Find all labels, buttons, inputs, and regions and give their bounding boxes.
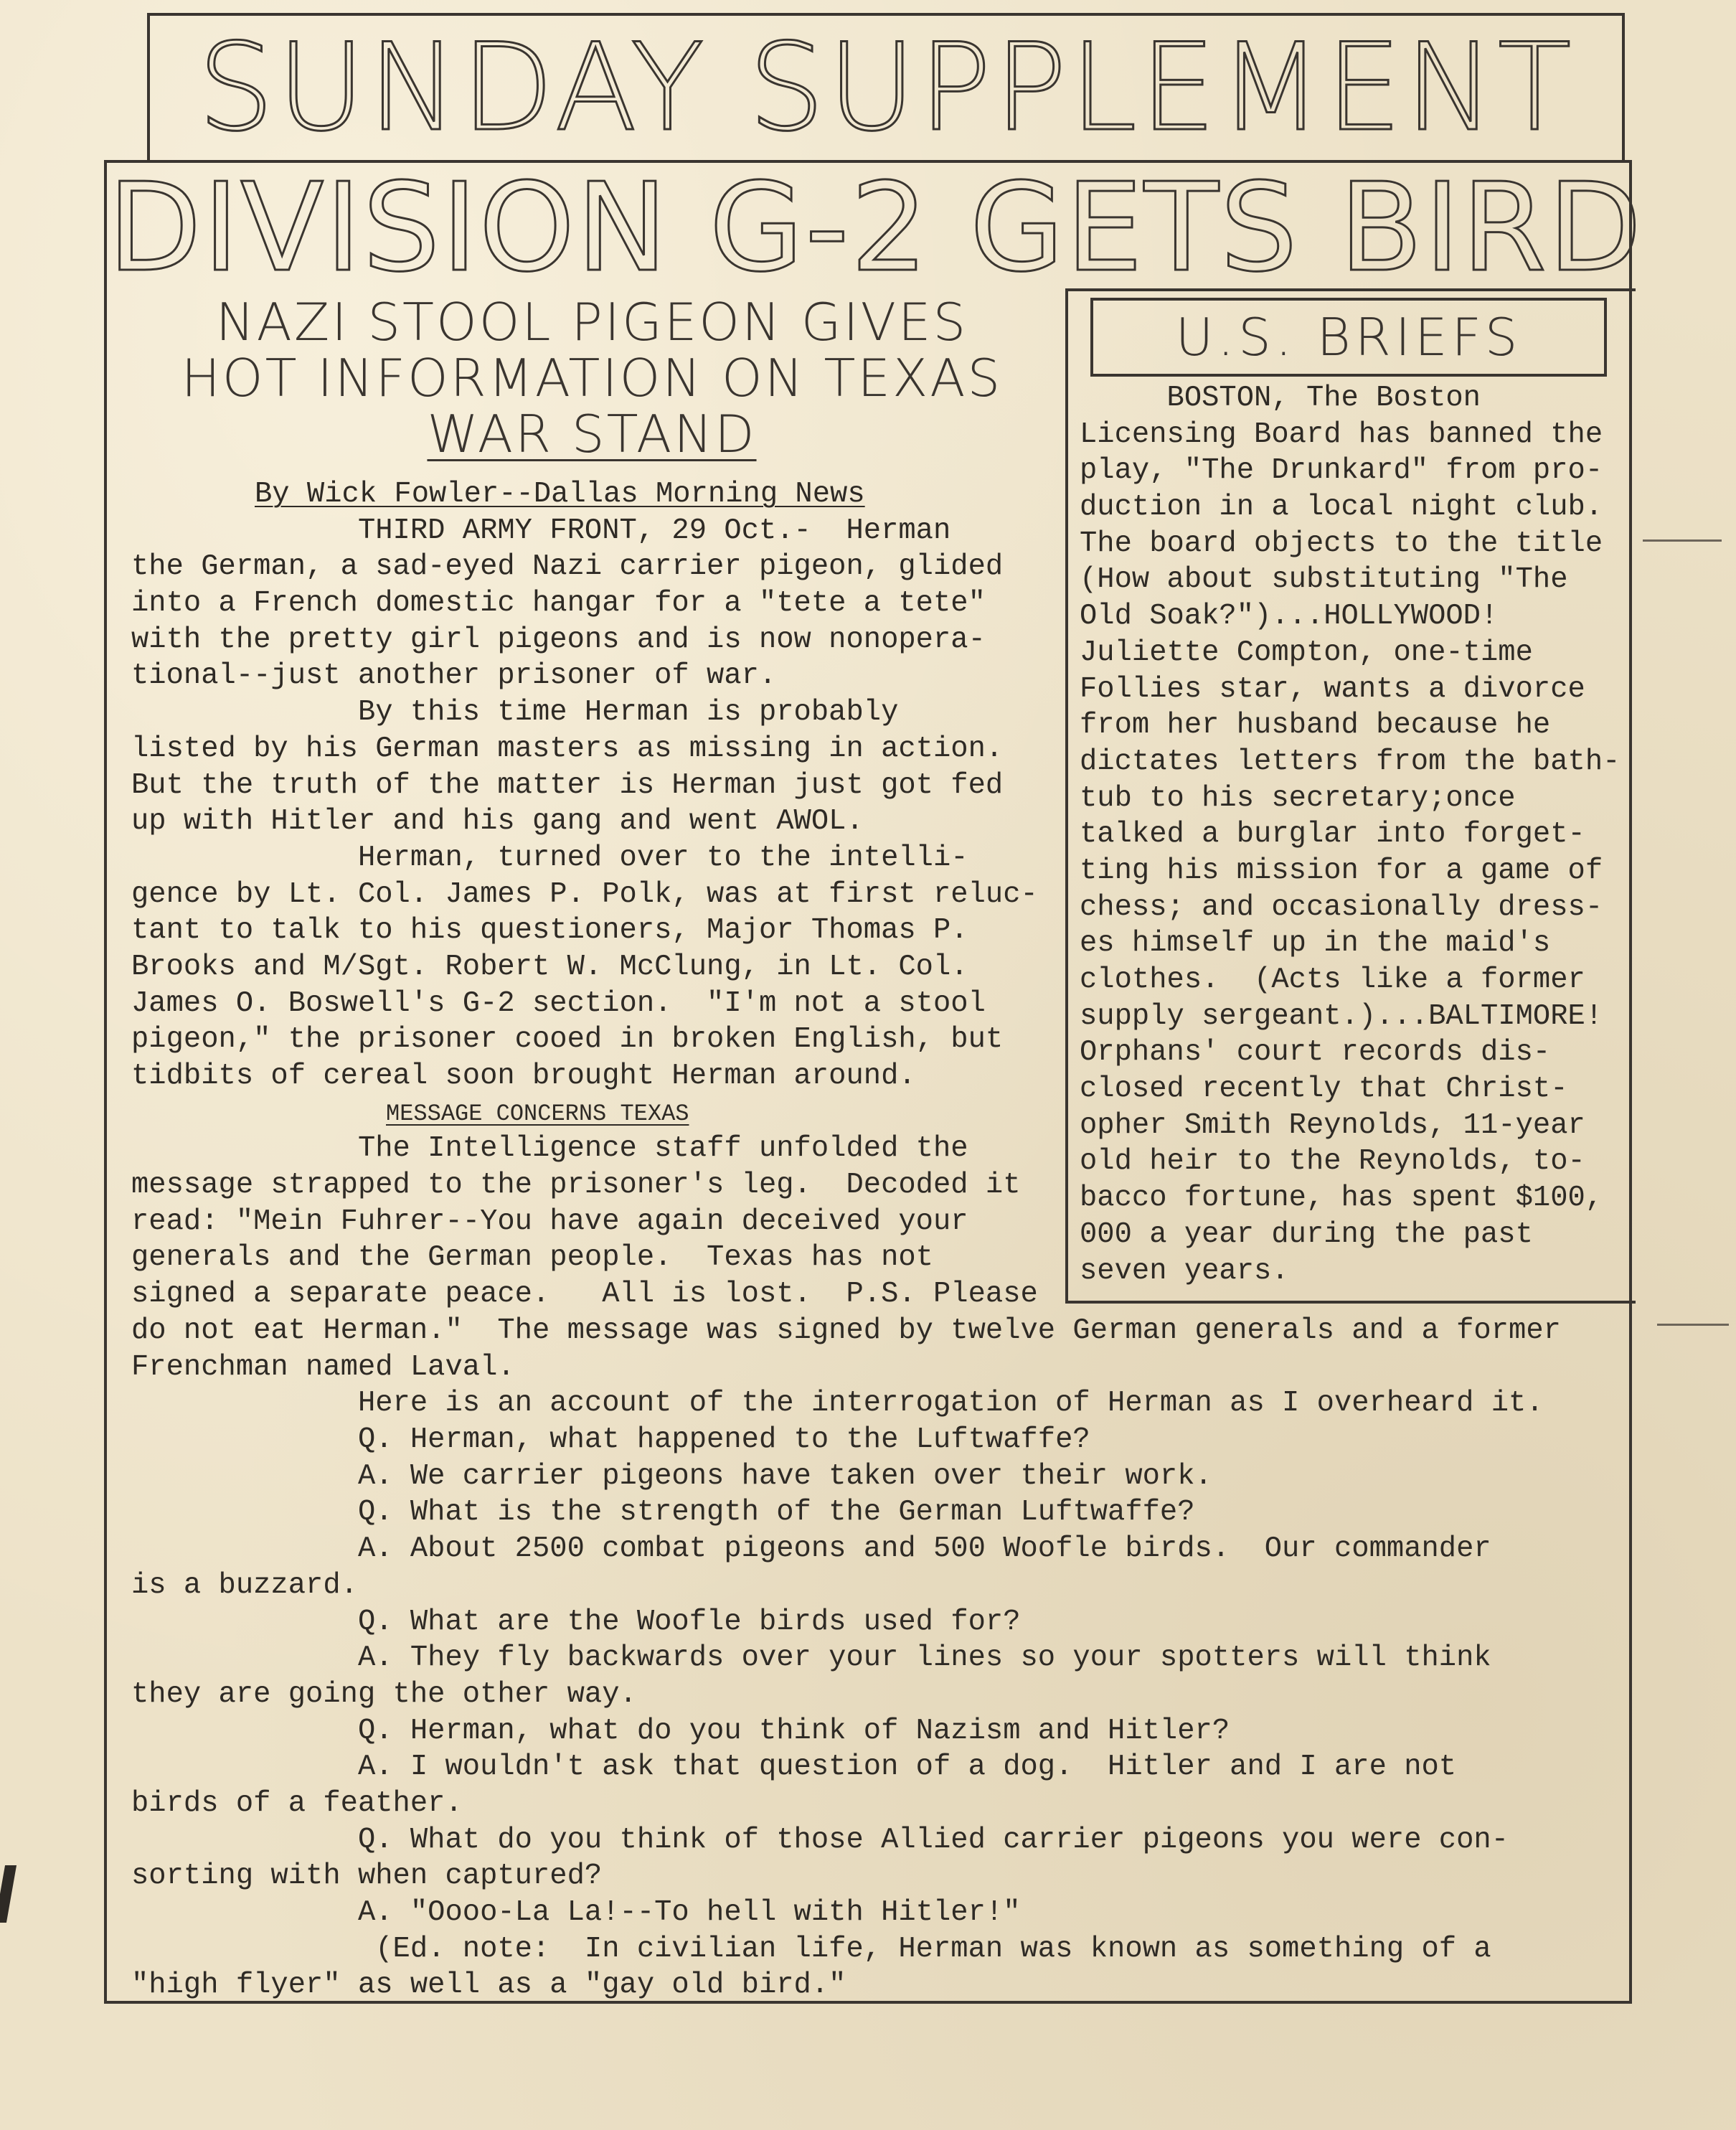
article-line: message strapped to the prisoner's leg. Decoded it <box>131 1169 1021 1202</box>
article-line: is a buzzard. <box>131 1568 358 1602</box>
article-line: birds of a feather. <box>131 1786 463 1820</box>
subhead-line-3: WAR STAND <box>427 404 757 464</box>
article-line: Q. What is the strength of the German Luftwaffe? <box>131 1496 1195 1530</box>
briefs-line: Follies star, wants a divorce <box>1080 672 1585 706</box>
briefs-title: U.S. BRIEFS <box>1090 298 1607 377</box>
stray-mark <box>1643 539 1722 542</box>
stray-mark <box>1657 1324 1729 1326</box>
briefs-line: The board objects to the title <box>1080 527 1603 560</box>
article-column <box>131 476 1057 1313</box>
briefs-line: play, "The Drunkard" from pro- <box>1080 454 1603 488</box>
briefs-line: BOSTON, The Boston <box>1080 382 1481 415</box>
masthead-title: SUNDAY SUPPLEMENT <box>197 17 1575 158</box>
briefs-line: clothes. (Acts like a former <box>1080 963 1585 996</box>
briefs-line: opher Smith Reynolds, 11-year <box>1080 1108 1585 1142</box>
article-line: A. We carrier pigeons have taken over their work. <box>131 1459 1212 1493</box>
briefs-line: es himself up in the maid's <box>1080 927 1551 961</box>
briefs-line: supply sergeant.)...BALTIMORE! <box>1080 999 1603 1033</box>
section-heading: MESSAGE CONCERNS TEXAS <box>386 1100 689 1127</box>
article-line: into a French domestic hangar for a "tete a tete" <box>131 587 986 621</box>
article-line: read: "Mein Fuhrer--You have again deceived your <box>131 1205 968 1238</box>
article-line: Here is an account of the interrogation of Herman as I overheard it. <box>131 1387 1544 1420</box>
article-line: Herman, turned over to the intelli- <box>131 841 968 875</box>
article-full-width-text <box>131 1313 1623 2004</box>
briefs-line: talked a burglar into forget- <box>1080 818 1585 852</box>
article-line: The Intelligence staff unfolded the <box>131 1132 968 1166</box>
article-line: sorting with when captured? <box>131 1860 603 1893</box>
subhead-line-1: NAZI STOOL PIGEON GIVES <box>215 292 968 352</box>
briefs-line: chess; and occasionally dress- <box>1080 890 1603 924</box>
briefs-text <box>1080 380 1625 1289</box>
article-line: gence by Lt. Col. James P. Polk, was at first reluc- <box>131 877 1038 911</box>
briefs-line: Juliette Compton, one-time <box>1080 636 1533 669</box>
briefs-line: 000 a year during the past <box>1080 1217 1533 1251</box>
article-line: signed a separate peace. All is lost. P.S. Please <box>131 1278 1038 1311</box>
briefs-line: bacco fortune, has spent $100, <box>1080 1182 1603 1215</box>
briefs-line: Orphans' court records dis- <box>1080 1036 1551 1070</box>
article-line: tant to talk to his questioners, Major Thomas P. <box>131 914 968 948</box>
article-line: do not eat Herman." The message was signed by twelve German generals and a former <box>131 1314 1561 1347</box>
subheadline <box>133 294 1051 462</box>
main-headline: DIVISION G-2 GETS BIRD <box>108 157 1643 299</box>
article-line: But the truth of the matter is Herman just got fed <box>131 768 1004 802</box>
article-line: Q. Herman, what do you think of Nazism and Hitler? <box>131 1714 1230 1748</box>
section-heading-line <box>131 1095 1057 1131</box>
briefs-line: ting his mission for a game of <box>1080 854 1603 887</box>
article-line: tidbits of cereal soon brought Herman around. <box>131 1060 916 1093</box>
article-line: pigeon," the prisoner cooed in broken English, but <box>131 1023 1004 1057</box>
article-column-text <box>131 513 1057 1313</box>
article-line: Q. Herman, what happened to the Luftwaffe? <box>131 1423 1090 1457</box>
article-line: THIRD ARMY FRONT, 29 Oct.- Herman <box>131 514 951 547</box>
briefs-line: dictates letters from the bath- <box>1080 745 1621 778</box>
briefs-line: old heir to the Reynolds, to- <box>1080 1145 1585 1179</box>
briefs-line: Old Soak?")...HOLLYWOOD! <box>1080 600 1499 633</box>
article-line: Q. What are the Woofle birds used for? <box>131 1605 1021 1639</box>
briefs-line: Licensing Board has banned the <box>1080 418 1603 451</box>
article-line: they are going the other way. <box>131 1677 637 1711</box>
article-line: A. I wouldn't ask that question of a dog. Hitler and I are not <box>131 1750 1457 1784</box>
article-line: A. "Oooo-La La!--To hell with Hitler!" <box>131 1896 1021 1929</box>
article-line: "high flyer" as well as a "gay old bird." <box>131 1969 846 2002</box>
article-line: James O. Boswell's G-2 section. "I'm not a stool <box>131 986 986 1020</box>
article-line: Q. What do you think of those Allied carrier pigeons you were con- <box>131 1823 1509 1857</box>
briefs-line: tub to his secretary;once <box>1080 781 1516 815</box>
article-line: the German, a sad-eyed Nazi carrier pigeon, glided <box>131 550 1004 584</box>
article-line: (Ed. note: In civilian life, Herman was known as something of a <box>131 1932 1491 1966</box>
article-line: By this time Herman is probably <box>131 696 899 730</box>
briefs-line: closed recently that Christ- <box>1080 1073 1568 1106</box>
article-line: generals and the German people. Texas has not <box>131 1241 933 1275</box>
briefs-line: (How about substituting "The <box>1080 563 1568 597</box>
byline: By Wick Fowler--Dallas Morning News <box>255 478 865 511</box>
article-line: listed by his German masters as missing in action. <box>131 732 1004 765</box>
article-line: with the pretty girl pigeons and is now nonopera- <box>131 623 986 656</box>
briefs-line: from her husband because he <box>1080 709 1551 743</box>
article-line: A. About 2500 combat pigeons and 500 Woofle birds. Our commander <box>131 1532 1491 1566</box>
article-line: A. They fly backwards over your lines so your spotters will think <box>131 1641 1491 1675</box>
subhead-line-2: HOT INFORMATION ON TEXAS <box>181 348 1003 408</box>
briefs-line: duction in a local night club. <box>1080 491 1603 524</box>
article-line: Frenchman named Laval. <box>131 1350 515 1384</box>
briefs-line: seven years. <box>1080 1254 1289 1288</box>
article-line: tional--just another prisoner of war. <box>131 659 777 693</box>
article-line: Brooks and M/Sgt. Robert W. McClung, in Lt. Col. <box>131 950 968 984</box>
article-line: up with Hitler and his gang and went AWOL. <box>131 805 864 839</box>
